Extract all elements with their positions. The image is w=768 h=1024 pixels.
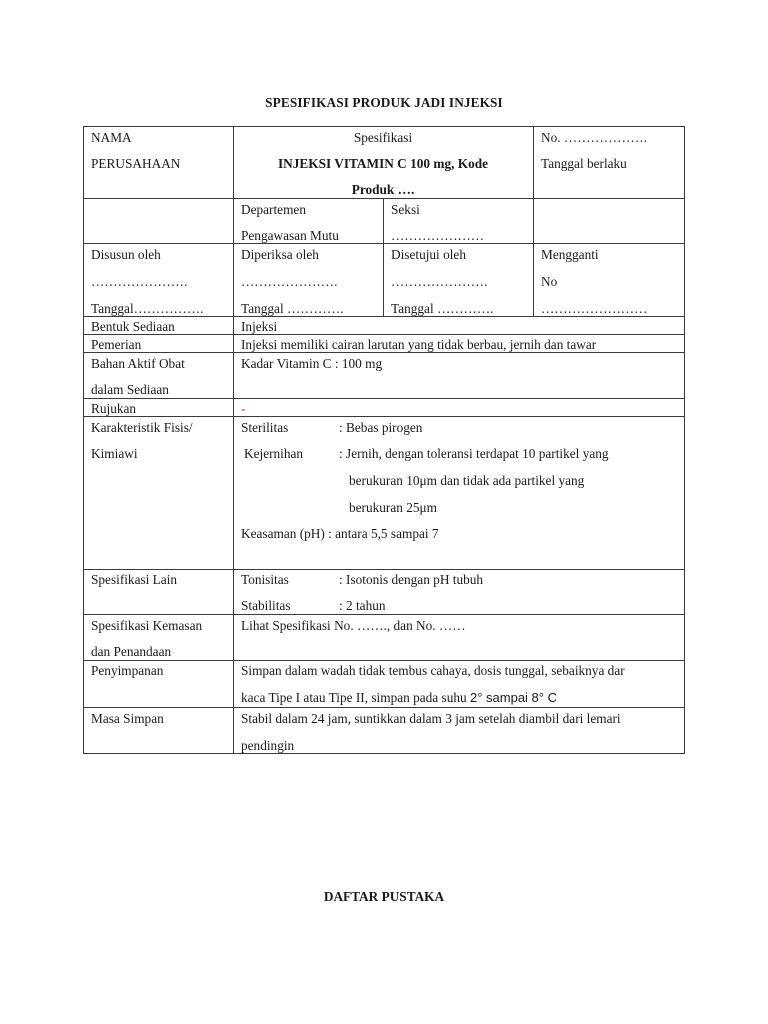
penyimpanan-temperature: 2° sampai 8° C	[469, 690, 557, 705]
penyimpanan-label: Penyimpanan	[91, 663, 164, 678]
karakteristik-label: Kimiawi	[91, 446, 138, 461]
pemerian-label: Pemerian	[91, 337, 142, 352]
rujukan-value: -	[241, 401, 246, 416]
column-divider	[383, 198, 384, 317]
disetujui-oleh-dots: ………………….	[391, 274, 488, 289]
row-divider	[83, 398, 685, 399]
bentuk-sediaan-value: Injeksi	[241, 319, 278, 334]
row-divider	[83, 243, 685, 244]
mengganti-label: Mengganti	[541, 247, 599, 262]
document-title: SPESIFIKASI PRODUK JADI INJEKSI	[265, 95, 503, 110]
row-divider	[83, 334, 685, 335]
row-divider	[83, 316, 685, 317]
diperiksa-oleh-label: Diperiksa oleh	[241, 247, 319, 262]
diperiksa-oleh-dots: ………………….	[241, 274, 338, 289]
stabilitas-label: Stabilitas	[241, 598, 291, 613]
kemasan-value: Lihat Spesifikasi No. ……., dan No. ……	[241, 618, 466, 633]
table-border-right	[684, 126, 685, 754]
pemerian-value: Injeksi memiliki cairan larutan yang tidak berbau, jernih dan tawar	[241, 337, 597, 352]
column-divider	[233, 126, 234, 754]
bahan-aktif-value: Kadar Vitamin C : 100 mg	[241, 356, 383, 371]
kejernihan-value: : Jernih, dengan toleransi terdapat 10 partikel yang	[339, 446, 609, 461]
nama-perusahaan-label: PERUSAHAAN	[91, 156, 181, 171]
nama-perusahaan-label: NAMA	[91, 130, 132, 145]
penyimpanan-value: Simpan dalam wadah tidak tembus cahaya, dosis tunggal, sebaiknya dar	[241, 663, 625, 678]
departemen-label: Departemen	[241, 202, 306, 217]
tanggal-berlaku-label: Tanggal berlaku	[541, 156, 627, 171]
table-border-left	[83, 126, 84, 754]
kejernihan-value: berukuran 10μm dan tidak ada partikel yang	[349, 473, 585, 488]
sterilitas-value: : Bebas pirogen	[339, 420, 423, 435]
kejernihan-value: berukuran 25μm	[349, 500, 437, 515]
sterilitas-label: Sterilitas	[241, 420, 289, 435]
product-code: Produk ….	[351, 182, 415, 197]
bahan-aktif-label: dalam Sediaan	[91, 382, 169, 397]
bentuk-sediaan-label: Bentuk Sediaan	[91, 319, 175, 334]
daftar-pustaka-heading: DAFTAR PUSTAKA	[323, 889, 445, 904]
row-divider	[83, 707, 685, 708]
seksi-label: Seksi	[391, 202, 420, 217]
row-divider	[83, 569, 685, 570]
masa-simpan-label: Masa Simpan	[91, 711, 164, 726]
disusun-oleh-dots: ………………….	[91, 274, 188, 289]
column-divider	[533, 126, 534, 317]
spesifikasi-label: Spesifikasi	[353, 130, 413, 145]
mengganti-dots: ……………………	[541, 301, 648, 316]
pengawasan-mutu-label: Pengawasan Mutu	[241, 228, 339, 243]
kemasan-label: dan Penandaan	[91, 644, 172, 659]
row-divider	[83, 198, 685, 199]
tonisitas-label: Tonisitas	[241, 572, 289, 587]
karakteristik-label: Karakteristik Fisis/	[91, 420, 193, 435]
penyimpanan-value-text: kaca Tipe I atau Tipe II, simpan pada suhu	[241, 690, 470, 705]
row-divider	[83, 352, 685, 353]
disusun-tanggal: Tanggal…………….	[91, 301, 204, 316]
seksi-dots: …………………	[391, 228, 485, 243]
product-name: INJEKSI VITAMIN C 100 mg, Kode	[277, 156, 489, 171]
row-divider	[83, 416, 685, 417]
bahan-aktif-label: Bahan Aktif Obat	[91, 356, 185, 371]
diperiksa-tanggal: Tanggal ………….	[241, 301, 344, 316]
mengganti-no-label: No	[541, 274, 558, 289]
keasaman-value: Keasaman (pH) : antara 5,5 sampai 7	[241, 526, 439, 541]
tonisitas-value: : Isotonis dengan pH tubuh	[339, 572, 484, 587]
document-number: No. ……………….	[541, 130, 648, 145]
row-divider	[83, 660, 685, 661]
disusun-oleh-label: Disusun oleh	[91, 247, 161, 262]
spesifikasi-lain-label: Spesifikasi Lain	[91, 572, 178, 587]
penyimpanan-value	[241, 691, 557, 704]
masa-simpan-value: Stabil dalam 24 jam, suntikkan dalam 3 jam setelah diambil dari lemari	[241, 711, 621, 726]
disetujui-oleh-label: Disetujui oleh	[391, 247, 466, 262]
rujukan-label: Rujukan	[91, 401, 137, 416]
stabilitas-value: : 2 tahun	[339, 598, 386, 613]
row-divider	[83, 614, 685, 615]
table-border-top	[83, 126, 685, 127]
kemasan-label: Spesifikasi Kemasan	[91, 618, 203, 633]
disetujui-tanggal: Tanggal ………….	[391, 301, 494, 316]
kejernihan-label: Kejernihan	[244, 446, 304, 461]
masa-simpan-value: pendingin	[241, 738, 295, 753]
table-border-bottom	[83, 753, 685, 754]
